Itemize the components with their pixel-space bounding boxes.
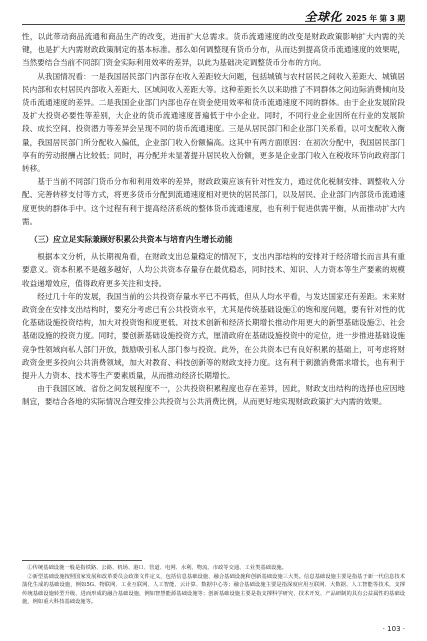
footnote: ②新型基础设施按照国家发展和改革委员会政策文件定义，包括信息基础设施、融合基础设施和创新基础设施三大类。信息基础设施主要是指基于新一代信息技术演化生成的基础设施，例如5G、物联网、工业互联网、人工智能、云计算、数据中心等；融合基础设施主要是指深度应用互联网、大数据、人工智能等技术，支撑传统基础设施转型升级，进而形成的融合基础设施，例如智慧能源基础设施等；创新基础设施主要是指支撑科学研究、技术开发、产品研制的具有公益属性的基础设施，例如重大科技基础设施等。 <box>22 573 405 606</box>
header-rule <box>22 24 405 25</box>
paragraph: 根据本文分析，从长期视角看，在财政支出总量稳定的情况下，支出内部结构的安排对于经济增长而言具有重要意义。资本积累不是越多越好，人均公共资本存量存在最优稳态，同时技术、知识、人力资本等生产要素的规模收益递增效应，值得政府更多关注和支持。 <box>22 252 405 288</box>
paragraph: 从我国情况看：一是我国居民部门内部存在收入差距较大问题，包括城镇与农村居民之间收入差距大、城镇居民内部和农村居民内部收入差距大、区域间收入差距大等。这种差距长久以来助推了不同群体之间边际消费倾向及货币流通速度的差异。二是我国企业部门内部也存在资金使用效率和货币流通速度不同的群体。由于企业发展阶段及扩大投资必要性等差别，大企业的货币流通速度普遍低于中小企业。同时，不同行业企业因所在行业的发展阶段、成长空间、投资潜力等差异会呈现不同的货币流通速度。三是从居民部门和企业部门关系看，以可支配收入衡量，我国居民部门所分配收入偏低，企业部门收入份额偏高。这其中有两方面原因：在初次分配中，我国居民部门享有的劳动报酬占比较低；同时，再分配并未显著提升居民收入份额，更多是企业部门收入在税收环节向政府部门转移。 <box>22 71 405 174</box>
paragraph: 基于当前不同部门货币分布和利用效率的差异，财政政策应该有针对性发力，通过优化税制安排、调整收入分配、完善转移支付等方式，将更多货币分配到流通速度相对更快的居民部门，以及居民、企业部门内部货币流通速度更快的群体手中。这个过程有利于提高经济系统的整体货币流通速度，也有利于促进供需平衡，从而推动扩大内需。 <box>22 177 405 226</box>
journal-logo: 全球化 <box>304 10 342 24</box>
paragraph: 由于我国区域、省份之间发展程度不一，公共投资积累程度也存在差异，因此，财政支出结构的选择也应因地制宜，要结合各地的实际情况合理安排公共投资与公共消费比例，从而更好地实现财政政策扩大内需的效果。 <box>22 384 405 407</box>
footnote: ①传统基础设施一般是指铁路、公路、机场、港口、管道、电网、水利、物流、市政等交通、工业类基础设施。 <box>27 565 287 571</box>
page-number: · 103 · <box>382 625 405 633</box>
footnote-rule <box>22 560 142 561</box>
journal-header <box>304 8 405 25</box>
issue-label: 2025 年 第 3 期 <box>345 14 405 23</box>
article-body <box>22 30 405 409</box>
paragraph-continued: 性，以此带动商品流通和商品生产的改变，进而扩大总需求。货币流通速度的改变是财政政策影响扩大内需的关键，也是扩大内需财政政策制定的基本标准。那么如何调整现有货币分布，从而达到提高货币流通速度的效果呢，当然要结合当前不同部门资金实际利用效率的差异，以此为基础决定调整货币分布的方向。 <box>22 32 405 68</box>
paragraph: 经过几十年的发展，我国当前的公共投资存量水平已不再低，但从人均水平看，与发达国家还有差距。未来财政资金在安排支出结构时，要充分考虑已有公共投资水平，尤其是传统基础设施①的饱和度问题，要有针对性的优化基础设施投资结构，加大对投资饱和度更低、对技术创新和经济长期增长推动作用更大的新型基础设施②、社会基础设施的投资力度。同时，要创新基础设施投资方式，厘清政府在基础设施投资中的定位，进一步推进基础设施竞争性领域向私人部门开放，鼓励吸引私人部门参与投资。此外，在公共资本已有良好积累的基础上，可考虑将财政资金更多投向公共消费领域，加大对教育、科技创新等的财政支持力度。这有利于刺激消费需求增长，也有利于提升人力资本、技术等生产要素质量，从而推动经济长期增长。 <box>22 291 405 381</box>
footnotes <box>22 560 405 607</box>
section-heading: （三）应立足实际兼顾好积累公共资本与培育内生增长动能 <box>29 235 233 245</box>
